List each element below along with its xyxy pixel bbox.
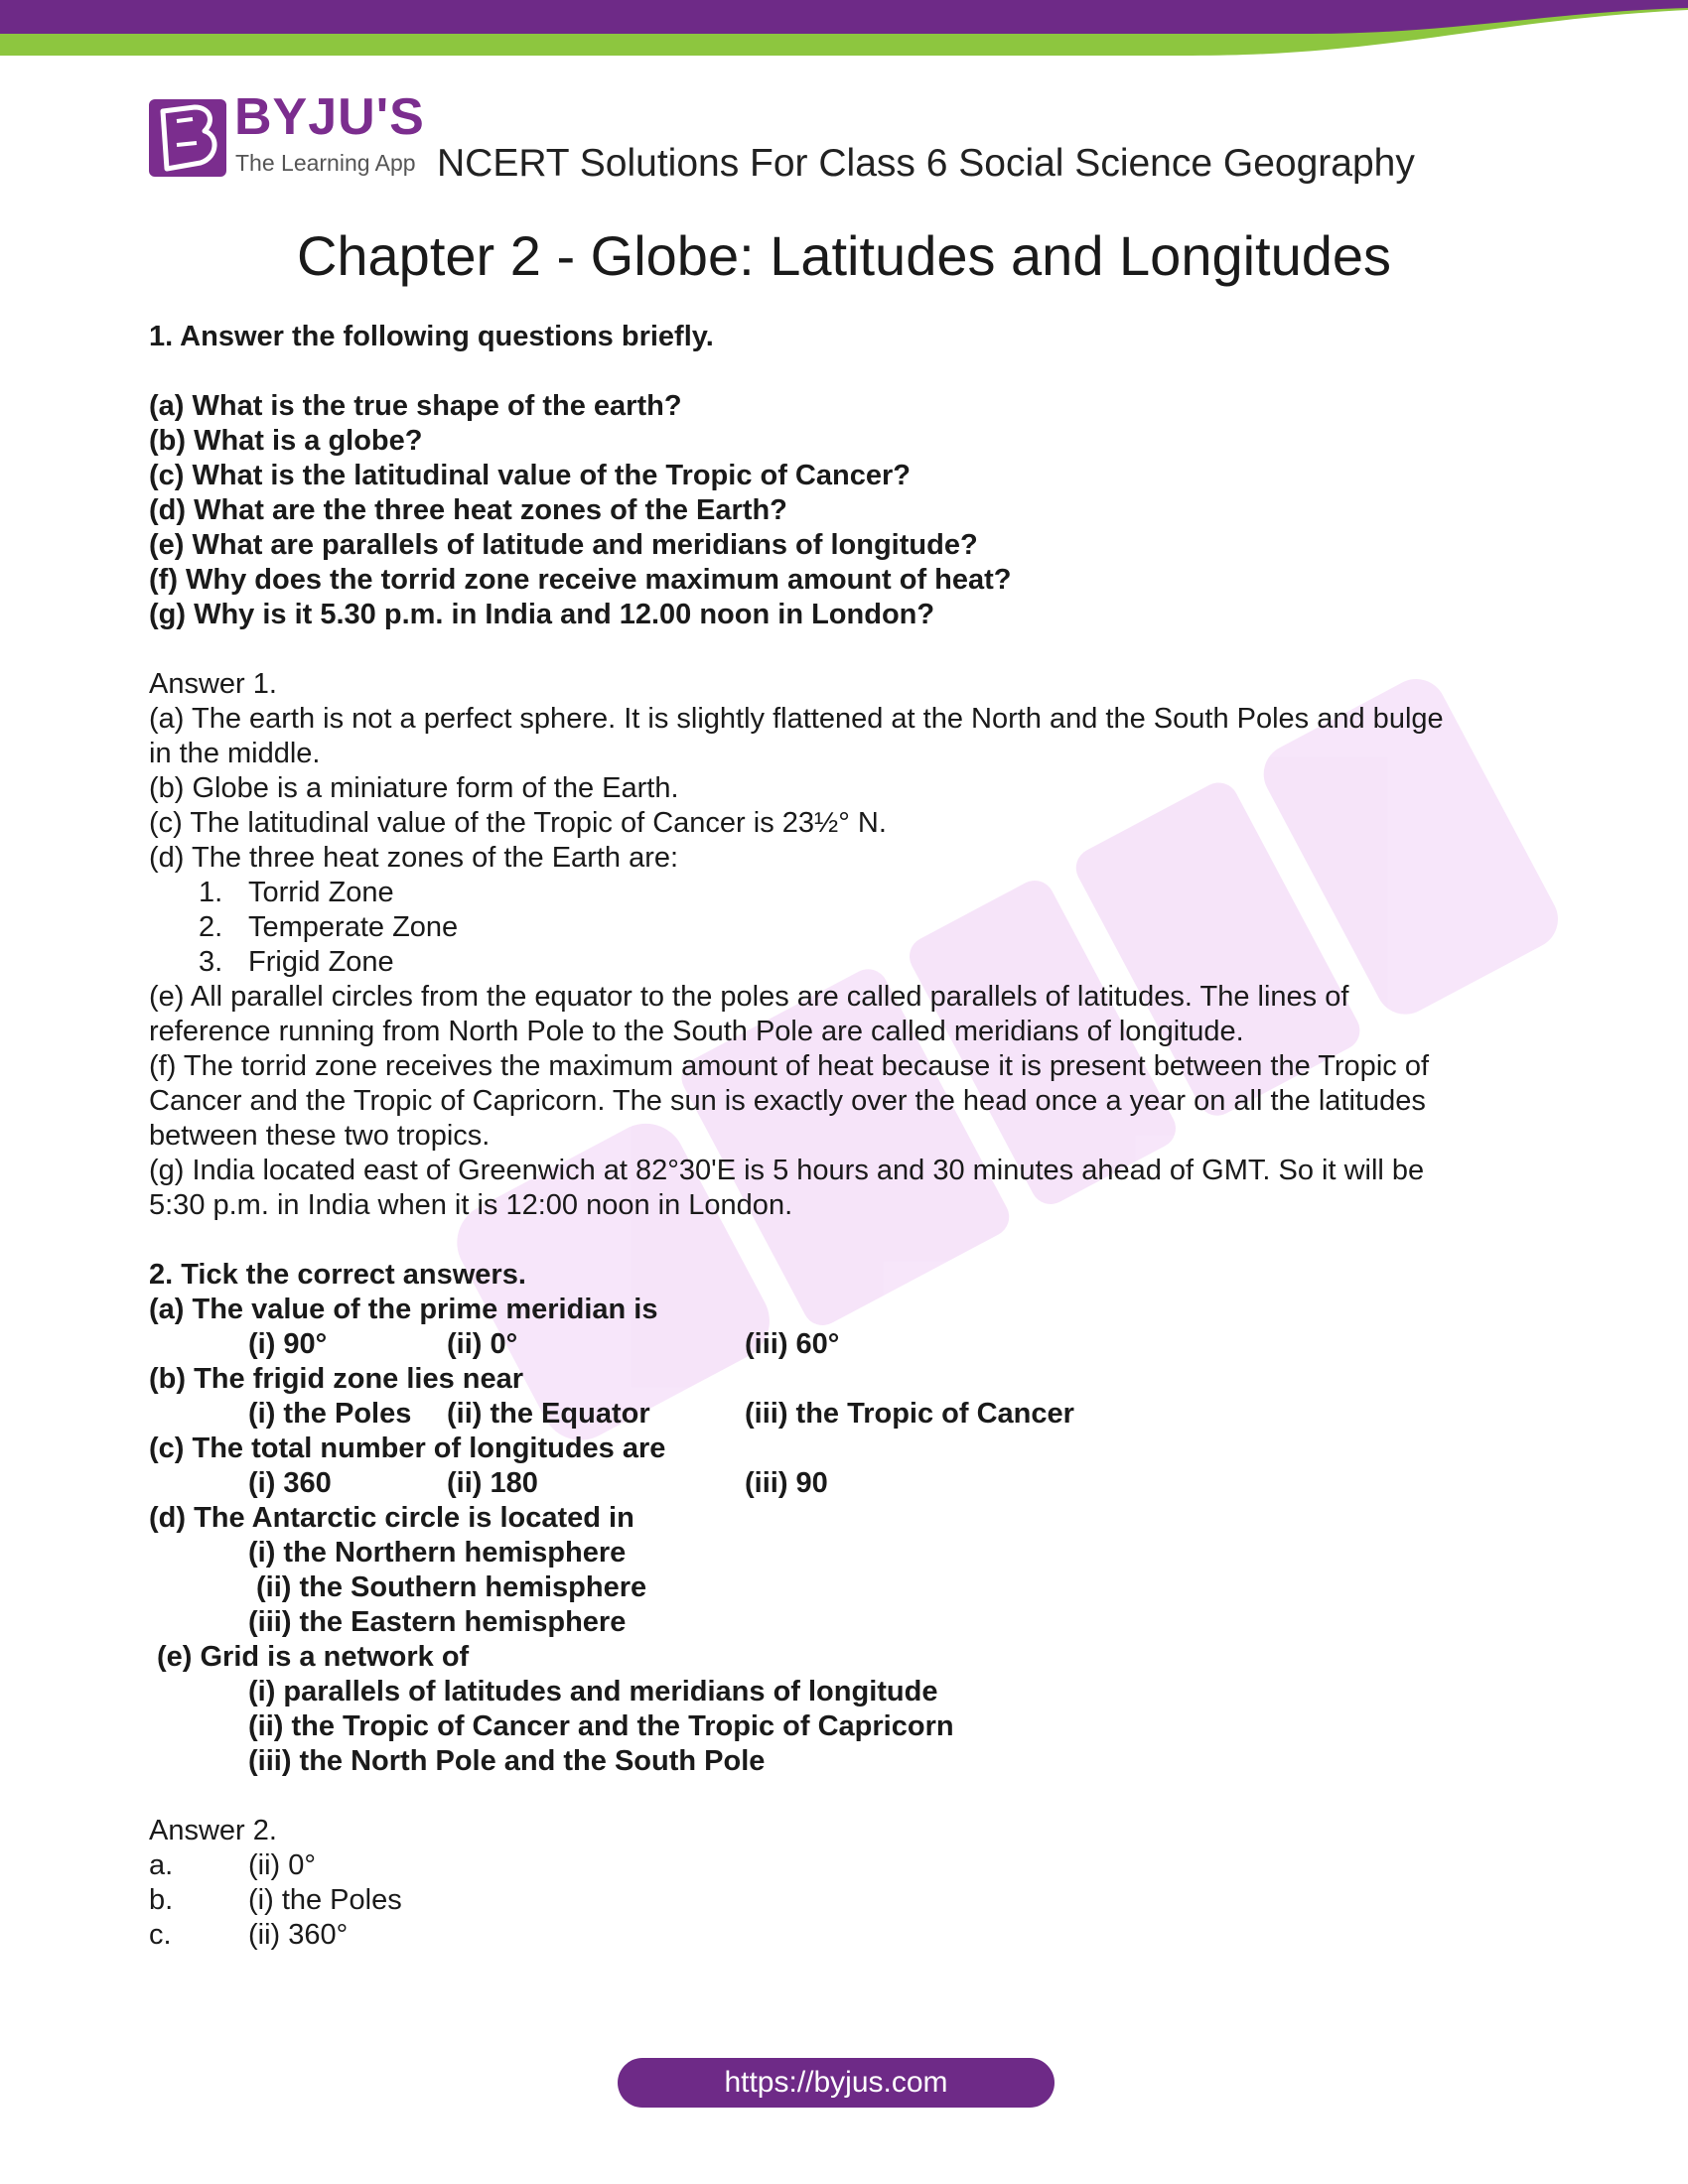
mcq-options [149,1397,1539,1432]
top-decorative-bar [0,0,1688,60]
answer-line: (d) The three heat zones of the Earth are: [149,842,679,874]
answer-line: between these two tropics. [149,1120,491,1152]
answer-line: in the middle. [149,738,321,769]
mcq-option: (iii) the Tropic of Cancer [745,1398,1074,1430]
mcq-question: (a) The value of the prime meridian is [149,1294,658,1325]
answer-line: Cancer and the Tropic of Capricorn. The sun is exactly over the head once a year on all the latitudes [149,1085,1426,1117]
mcq-option: (ii) the Tropic of Cancer and the Tropic of Capricorn [248,1710,954,1742]
answer-2-heading: Answer 2. [149,1815,277,1846]
mcq-option: (i) 360 [248,1467,332,1499]
mcq-question: (b) The frigid zone lies near [149,1363,524,1395]
chapter-title: Chapter 2 - Globe: Latitudes and Longitudes [296,224,1392,287]
answer-line: reference running from North Pole to the South Pole are called meridians of longitude. [149,1016,1244,1047]
question-item: (d) What are the three heat zones of the Earth? [149,494,787,526]
mcq-option: (iii) the North Pole and the South Pole [248,1745,766,1777]
answer-1-heading: Answer 1. [149,668,277,700]
mcq-option: (iii) 90 [745,1467,828,1499]
footer-url-link[interactable]: https://byjus.com [618,2058,1055,2108]
zone-list-item: 3. Frigid Zone [199,946,394,978]
question-item: (f) Why does the torrid zone receive maximum amount of heat? [149,564,1012,596]
mcq-option: (iii) 60° [745,1328,840,1360]
mcq-option: (ii) 180 [447,1467,538,1499]
answer-2-item: c. (ii) 360° [149,1919,349,1951]
mcq-question: (d) The Antarctic circle is located in [149,1502,634,1534]
brand-tagline: The Learning App [235,150,416,176]
question-item: (g) Why is it 5.30 p.m. in India and 12.00 noon in London? [149,599,935,630]
answer-line: 5:30 p.m. in India when it is 12:00 noon in London. [149,1189,793,1221]
mcq-options [149,1466,1539,1501]
zone-list-item: 1. Torrid Zone [199,877,394,908]
question-1-heading: 1. Answer the following questions briefly. [149,321,714,352]
answer-line: (f) The torrid zone receives the maximum amount of heat because it is present between the Tropic of [149,1050,1429,1082]
zone-list-item: 2. Temperate Zone [199,911,459,943]
document-header-title: NCERT Solutions For Class 6 Social Science Geography [437,142,1415,185]
content-body [149,320,1539,1953]
question-item: (e) What are parallels of latitude and meridians of longitude? [149,529,978,561]
answer-line: (e) All parallel circles from the equator to the poles are called parallels of latitudes. The lines of [149,981,1349,1013]
mcq-question: (e) Grid is a network of [157,1641,470,1673]
question-item: (b) What is a globe? [149,425,423,457]
mcq-option: (iii) the Eastern hemisphere [248,1606,627,1638]
answer-line: (g) India located east of Greenwich at 82°30'E is 5 hours and 30 minutes ahead of GMT. So it will be [149,1155,1425,1186]
mcq-option: (ii) the Equator [447,1398,650,1430]
question-2-heading: 2. Tick the correct answers. [149,1259,526,1291]
answer-line: (b) Globe is a miniature form of the Earth. [149,772,679,804]
mcq-question: (c) The total number of longitudes are [149,1433,666,1464]
mcq-option: (i) the Northern hemisphere [248,1537,627,1569]
mcq-option: (ii) 0° [447,1328,518,1360]
mcq-option: (i) 90° [248,1328,328,1360]
answer-2-item: a. (ii) 0° [149,1849,316,1881]
question-item: (c) What is the latitudinal value of the Tropic of Cancer? [149,460,911,491]
mcq-option: (i) the Poles [248,1398,412,1430]
mcq-option: (ii) the Southern hemisphere [256,1571,647,1603]
mcq-option: (i) parallels of latitudes and meridians of longitude [248,1676,938,1707]
byjus-logo-icon [149,99,226,177]
answer-2-item: b. (i) the Poles [149,1884,402,1916]
answer-line: (a) The earth is not a perfect sphere. It is slightly flattened at the North and the South Poles and bulge [149,703,1444,735]
brand-name: BYJU'S [234,88,425,146]
question-item: (a) What is the true shape of the earth? [149,390,682,422]
answer-line: (c) The latitudinal value of the Tropic of Cancer is 23½° N. [149,807,887,839]
mcq-options [149,1327,1539,1362]
